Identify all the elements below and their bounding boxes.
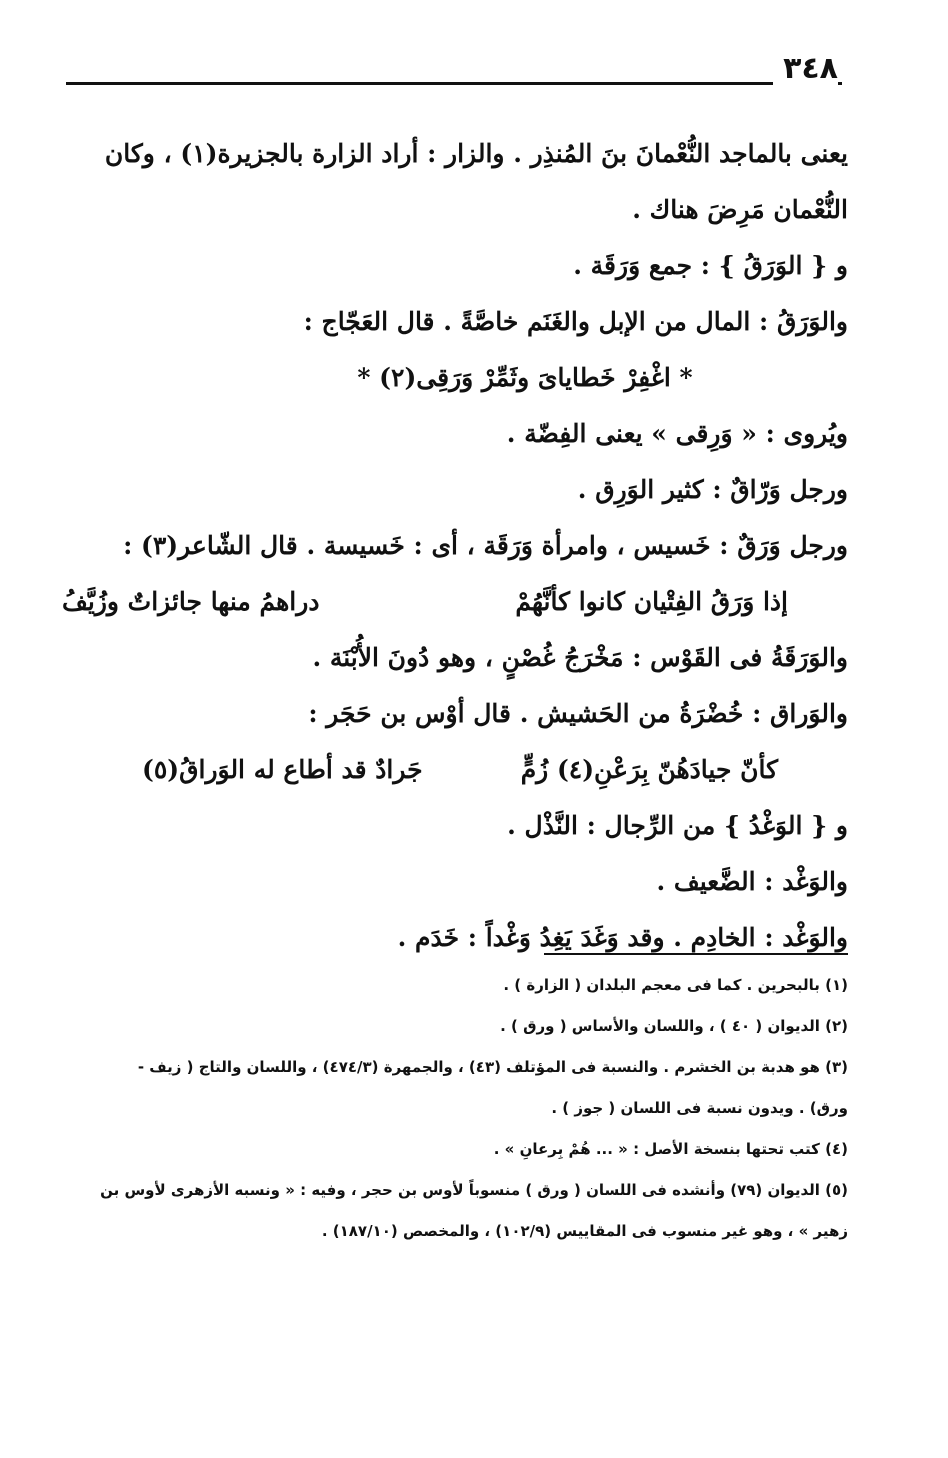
page-number: ٣٤٨ xyxy=(773,52,838,86)
poem-verse xyxy=(62,742,848,798)
entry-heading: و { الوَرَقُ } : جمع وَرَقَة . xyxy=(573,251,848,280)
verse-second-hemistich: دراهمُ منها جائزاتٌ وزُيَّفُ xyxy=(62,587,320,616)
entry-heading: و { الوَغْدُ } من الرِّجال : النَّذْل . xyxy=(507,811,848,840)
poem-verse xyxy=(62,574,848,630)
footnote: زهير » ، وهو غير منسوب فى المقاييس (١٠٢/٩) ، والمخصص (١٨٧/١٠) . xyxy=(321,1222,848,1240)
text-line: والوَرَقَةُ فى القَوْس : مَخْرَجُ غُصْنٍ ، وهو دُونَ الأُبْنَة . xyxy=(312,643,848,672)
text-line: والوَراق : خُضْرَةُ من الحَشيش . قال أوْس بن حَجَر : xyxy=(308,699,848,728)
text-line: يعنى بالماجد النُّعْمانَ بنَ المُنذِر . والزار : أراد الزارة بالجزيرة(١) ، وكان xyxy=(104,139,848,168)
text-line: ورجل وَرّاقٌ : كثير الوَرِق . xyxy=(577,475,848,504)
footnote-divider xyxy=(544,953,848,955)
verse-second-hemistich: جَرادٌ قد أطاع له الوَراقُ(٥) xyxy=(142,755,423,784)
footnote: ورق) . ويدون نسبة فى اللسان ( جوز ) . xyxy=(551,1099,848,1117)
footnote: (١) بالبحرين . كما فى معجم البلدان ( الزارة ) . xyxy=(503,976,848,994)
header-rule xyxy=(66,58,842,85)
text-line: ويُروى : « وَرِقى » يعنى الفِضّة . xyxy=(506,419,848,448)
text-line: والوَغْد : الخادِم . وقد وَغَدَ يَغِدُ وَغْداً : خَدَم . xyxy=(397,923,848,952)
footnote: (٥) الديوان (٧٩) وأنشده فى اللسان ( ورق ) منسوباً لأوس بن حجر ، وفيه : « ونسبه الأزهرى لأوس بن xyxy=(100,1181,848,1199)
verse-first-hemistich: إذا وَرَقُ الفِتْيان كانوا كأنَّهُمْ xyxy=(515,587,788,616)
footnotes xyxy=(58,965,848,1252)
text-line: النُّعْمان مَرِضَ هناك . xyxy=(632,195,848,224)
text-line: والوَرَقُ : المال من الإبل والغَنَم خاصَّةً . قال العَجّاج : xyxy=(303,307,848,336)
footnote: (٣) هو هدبة بن الخشرم . والنسبة فى المؤتلف (٤٣) ، والجمهرة (٤٧٤/٣) ، واللسان والتاج ( زيف - xyxy=(137,1058,848,1076)
verse-first-hemistich: كأنّ جيادَهُنّ بِرَعْنِ(٤) زُمٍّ xyxy=(520,755,778,784)
main-text xyxy=(62,126,848,966)
text-line: والوَغْد : الضَّعيف . xyxy=(656,867,848,896)
text-line: ورجل وَرَقٌ : خَسيس ، وامرأة وَرَقَة ، أى : خَسيسة . قال الشّاعر(٣) : xyxy=(123,531,848,560)
footnote: (٤) كتب تحتها بنسخة الأصل : « ... هُمْ بِرعانِ » . xyxy=(493,1140,848,1158)
quoted-verse: * اغْفِرْ خَطاياىَ وثَمِّرْ وَرَقِى(٢) * xyxy=(357,363,693,392)
footnote: (٢) الديوان ( ٤٠ ) ، واللسان والأساس ( ورق ) . xyxy=(500,1017,848,1035)
